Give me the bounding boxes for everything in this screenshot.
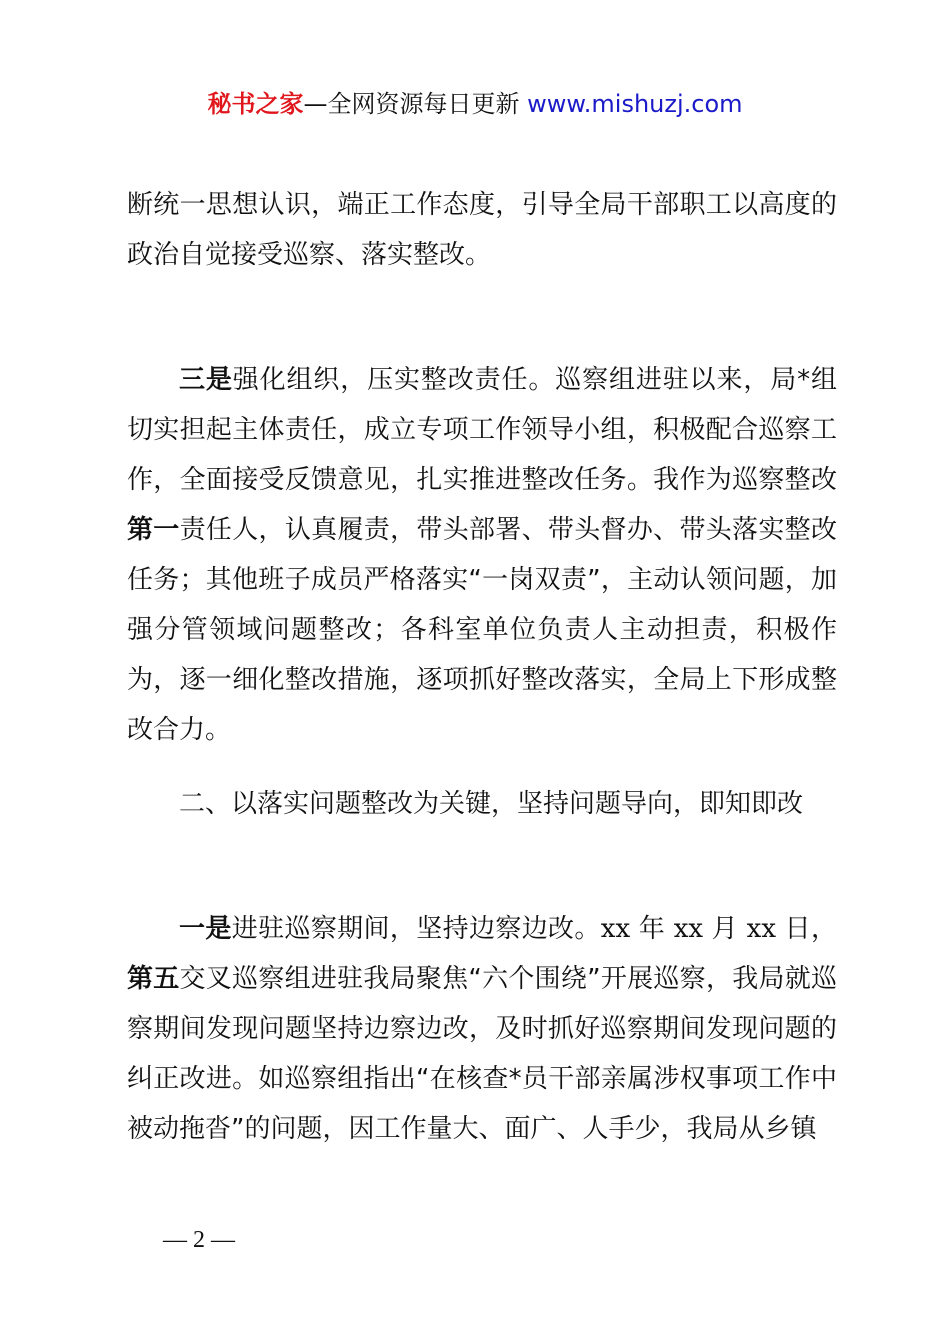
- site-header: [0, 86, 950, 122]
- paragraph-lead: 三是: [179, 365, 233, 395]
- paragraph-text: 进驻巡察期间，坚持边察边改。: [231, 914, 601, 944]
- paragraph-lead: 一是: [179, 914, 232, 944]
- paragraph-text: 强化组织，压实整改责任。巡察组进驻以来，局*组切实担起主体责任，成立专项工作领导小组，积极配合巡察工作，全面接受反馈意见，扎实推进整改任务。我作为巡察整改: [127, 365, 837, 495]
- header-tagline: —全网资源每日更新: [303, 90, 520, 118]
- paragraph-text: 断统一思想认识，端正工作态度，引导全局干部职工以高度的政治自觉接受巡察、落实整改。: [127, 190, 837, 270]
- page-number: — 2 —: [163, 1227, 235, 1253]
- paragraph-bold-term: 第一: [127, 515, 180, 545]
- paragraph-continued: [127, 180, 837, 280]
- paragraph-comma: ，: [810, 914, 837, 944]
- paragraph-text: 交叉巡察组进驻我局聚焦“六个围绕”开展巡察，我局就巡察期间发现问题坚持边察边改，及时抓好巡察期间发现问题的纠正改进。如巡察组指出“在核查*员干部亲属涉权事项工作中被动拖沓”的问题，因工作量大、面广、人手少，我局从乡镇: [127, 964, 837, 1144]
- date-placeholder: xx 年 xx 月 xx 日: [600, 914, 811, 944]
- paragraph-bold-term: 第五: [127, 964, 180, 994]
- section-heading-text: 二、以落实问题整改为关键，坚持问题导向，即知即改: [179, 789, 804, 819]
- brand-name: 秘书之家: [207, 90, 304, 118]
- site-url-link[interactable]: www.mishuzj.com: [527, 90, 743, 118]
- paragraph-text: 责任人，认真履责，带头部署、带头督办、带头落实整改任务；其他班子成员严格落实“一岗双责”，主动认领问题，加强分管领域问题整改；各科室单位负责人主动担责，积极作为，逐一细化整改措施，逐项抓好整改落实，全局上下形成整改合力。: [127, 515, 837, 745]
- paragraph-during-inspection: [127, 904, 837, 1154]
- paragraph-strengthen-organization: [127, 355, 837, 755]
- section-heading: [179, 784, 803, 824]
